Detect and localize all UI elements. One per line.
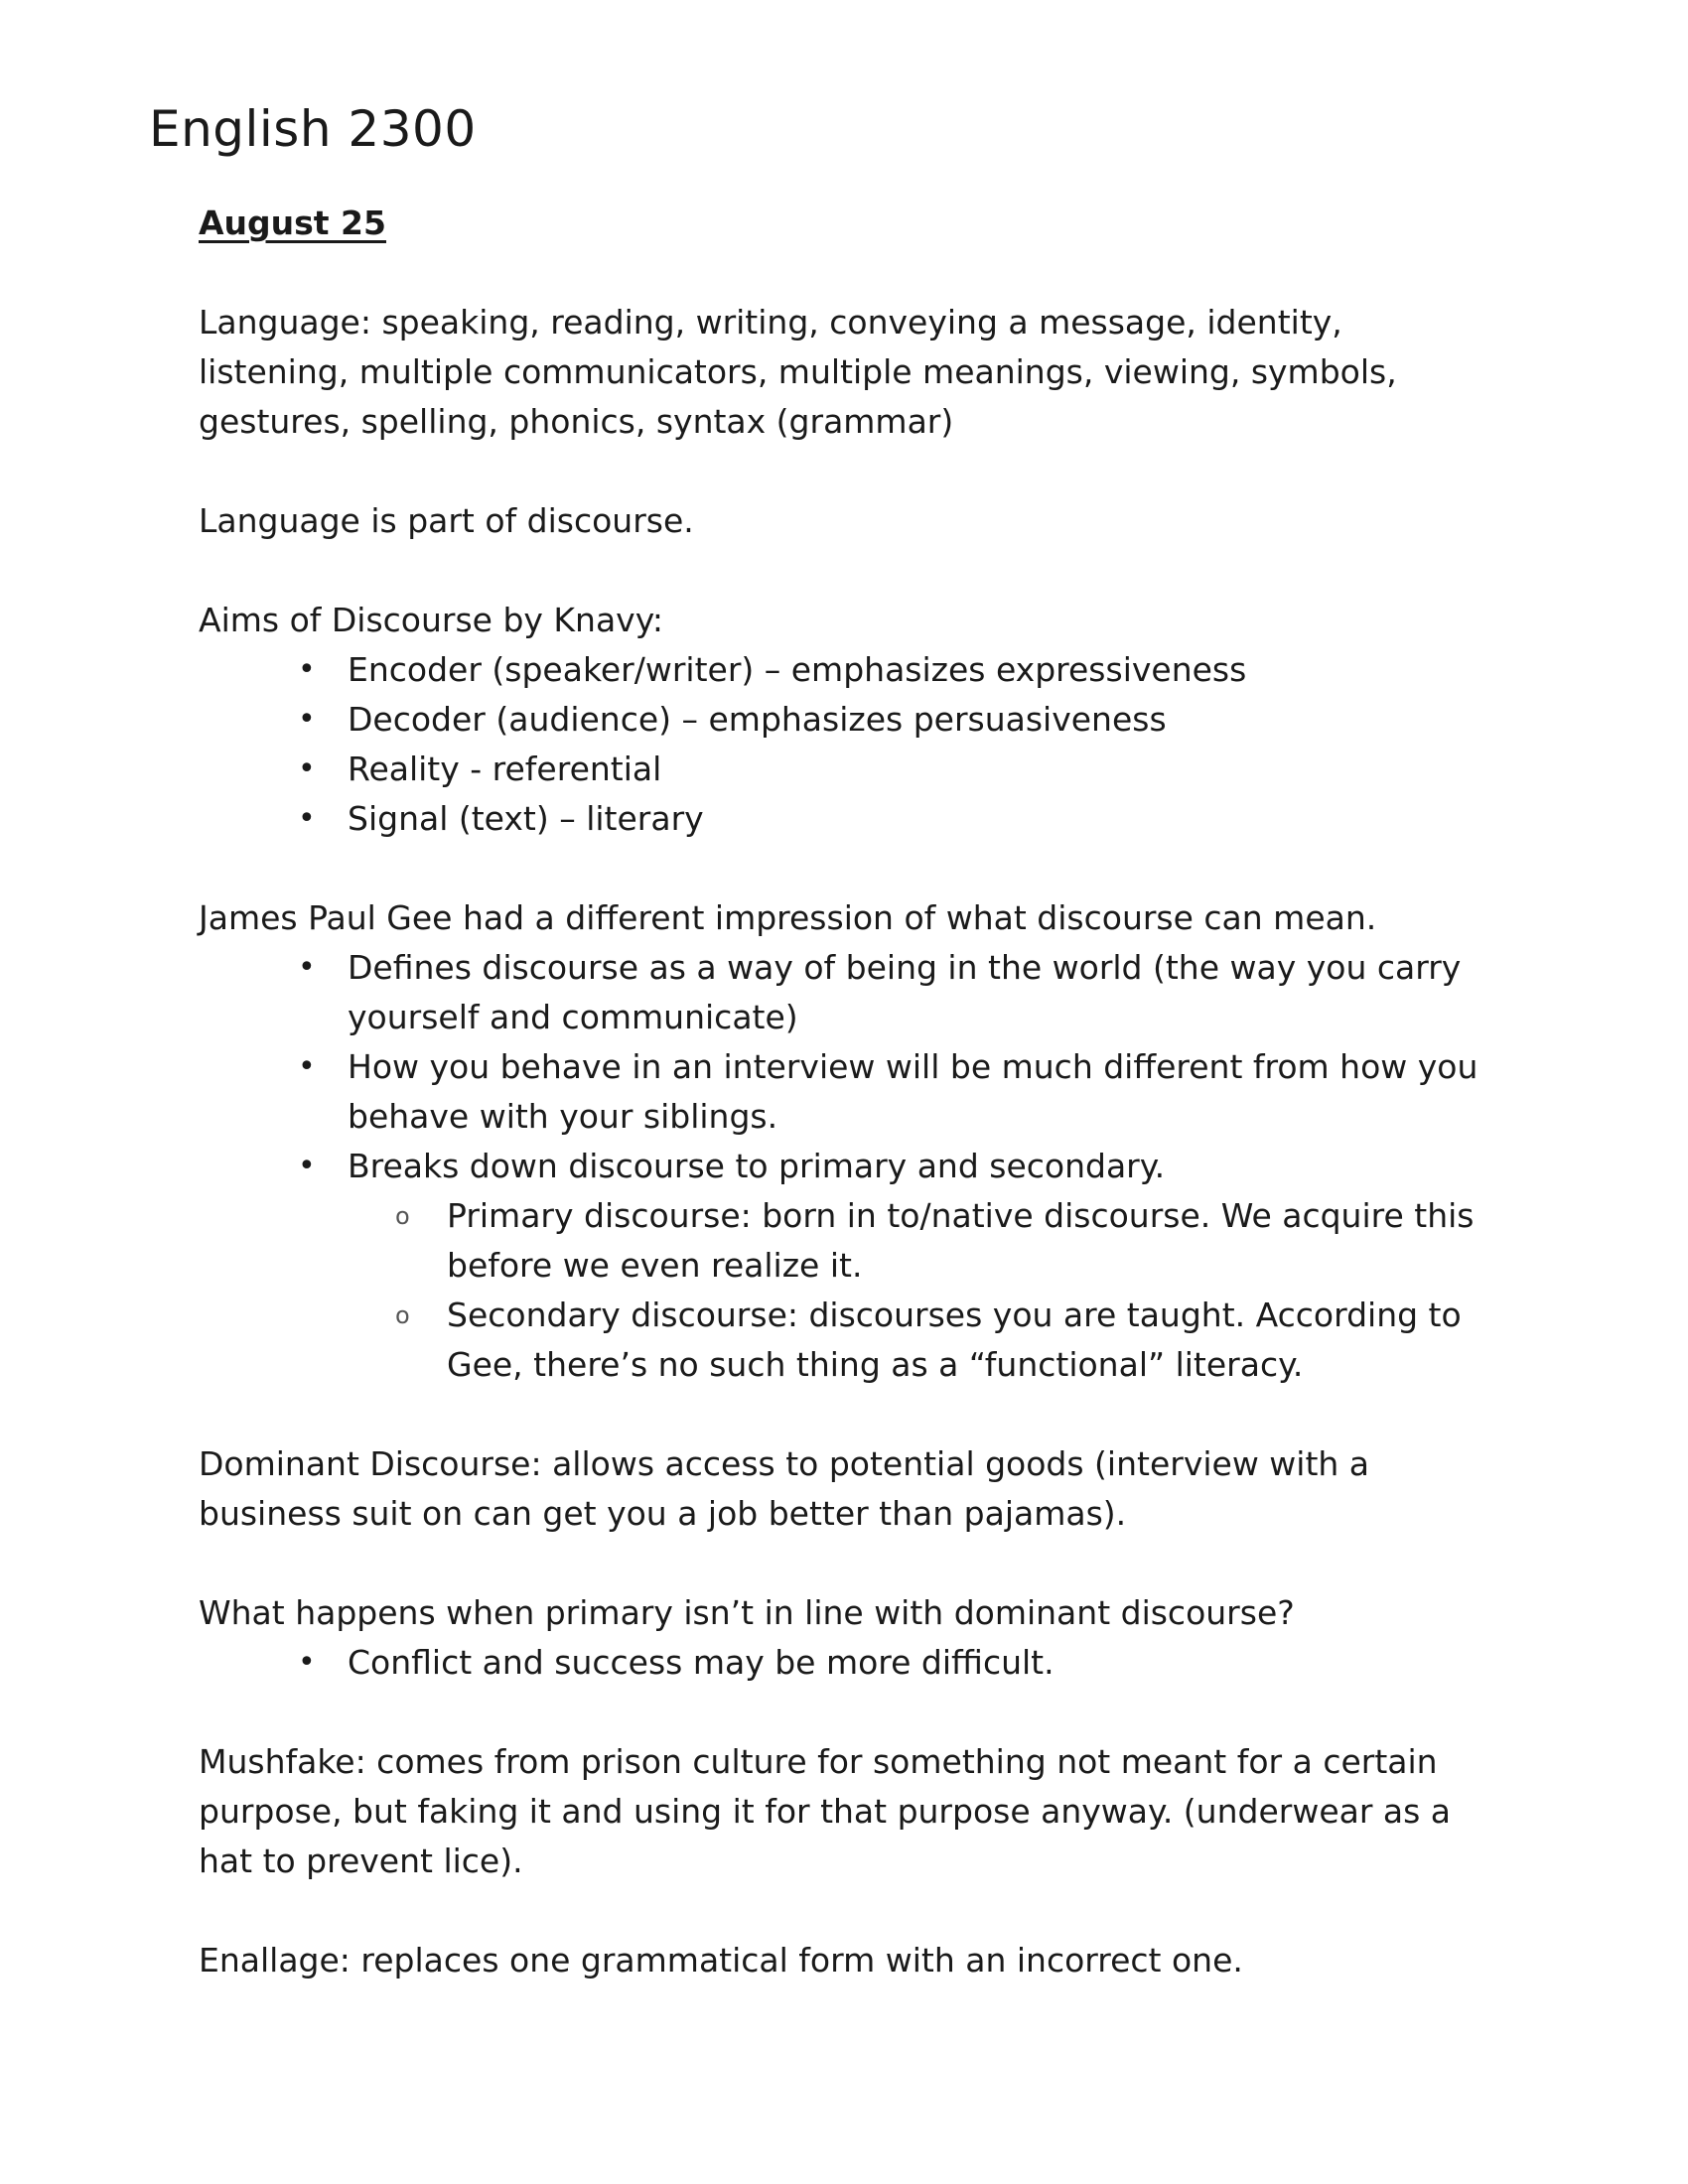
list-item <box>298 794 1499 844</box>
language-definition-paragraph: Language: speaking, reading, writing, conveying a message, identity, listening, multiple communicators, multiple meanings, viewing, symbols, gestures, spelling, phonics, syntax (grammar) <box>199 303 1397 441</box>
bullet-icon: • <box>298 702 316 737</box>
bullet-icon: • <box>298 1645 316 1680</box>
aims-list <box>199 645 1499 844</box>
document-title: English 2300 <box>149 100 477 158</box>
list-item-text: How you behave in an interview will be much different from how you behave with your siblings. <box>348 1047 1478 1136</box>
bullet-icon: • <box>298 751 316 786</box>
dominant-discourse-paragraph: Dominant Discourse: allows access to potential goods (interview with a business suit on can get you a job better than pajamas). <box>199 1444 1370 1533</box>
list-item <box>298 1638 1499 1688</box>
aims-intro-paragraph: Aims of Discourse by Knavy: <box>199 601 663 639</box>
language-part-paragraph: Language is part of discourse. <box>199 501 694 540</box>
bullet-icon: • <box>298 1049 316 1084</box>
list-item-text: Decoder (audience) – emphasizes persuasiveness <box>348 700 1167 739</box>
list-item-text: Reality - referential <box>348 750 662 788</box>
list-item-text: Encoder (speaker/writer) – emphasizes expressiveness <box>348 650 1247 689</box>
list-item <box>298 695 1499 745</box>
circle-bullet-icon: o <box>395 1202 410 1230</box>
document-body <box>199 199 1499 1985</box>
sub-list-item <box>395 1291 1499 1390</box>
sub-list-item-text: Primary discourse: born in to/native discourse. We acquire this before we even realize it. <box>447 1196 1475 1285</box>
bullet-icon: • <box>298 652 316 687</box>
what-happens-paragraph: What happens when primary isn’t in line with dominant discourse? <box>199 1593 1295 1632</box>
mushfake-paragraph: Mushfake: comes from prison culture for something not meant for a certain purpose, but faking it and using it for that purpose anyway. (underwear as a hat to prevent lice). <box>199 1742 1452 1880</box>
bullet-icon: • <box>298 950 316 985</box>
sub-list-item <box>395 1191 1499 1291</box>
list-item <box>298 645 1499 695</box>
circle-bullet-icon: o <box>395 1301 410 1329</box>
gee-sublist <box>348 1191 1499 1390</box>
what-happens-list <box>199 1638 1499 1688</box>
list-item-text: Breaks down discourse to primary and secondary. <box>348 1147 1166 1185</box>
list-item <box>298 745 1499 794</box>
gee-intro-paragraph: James Paul Gee had a different impression of what discourse can mean. <box>199 898 1377 937</box>
date-heading: August 25 <box>199 204 386 242</box>
enallage-paragraph: Enallage: replaces one grammatical form with an incorrect one. <box>199 1941 1243 1979</box>
list-item <box>298 1142 1499 1390</box>
bullet-icon: • <box>298 1149 316 1183</box>
list-item-text: Signal (text) – literary <box>348 799 704 838</box>
list-item <box>298 1042 1499 1142</box>
list-item-text: Conflict and success may be more difficult. <box>348 1643 1055 1682</box>
bullet-icon: • <box>298 801 316 836</box>
gee-list <box>199 943 1499 1390</box>
list-item <box>298 943 1499 1042</box>
sub-list-item-text: Secondary discourse: discourses you are taught. According to Gee, there’s no such thing as a “functional” literacy. <box>447 1296 1462 1384</box>
list-item-text: Defines discourse as a way of being in the world (the way you carry yourself and communicate) <box>348 948 1462 1036</box>
